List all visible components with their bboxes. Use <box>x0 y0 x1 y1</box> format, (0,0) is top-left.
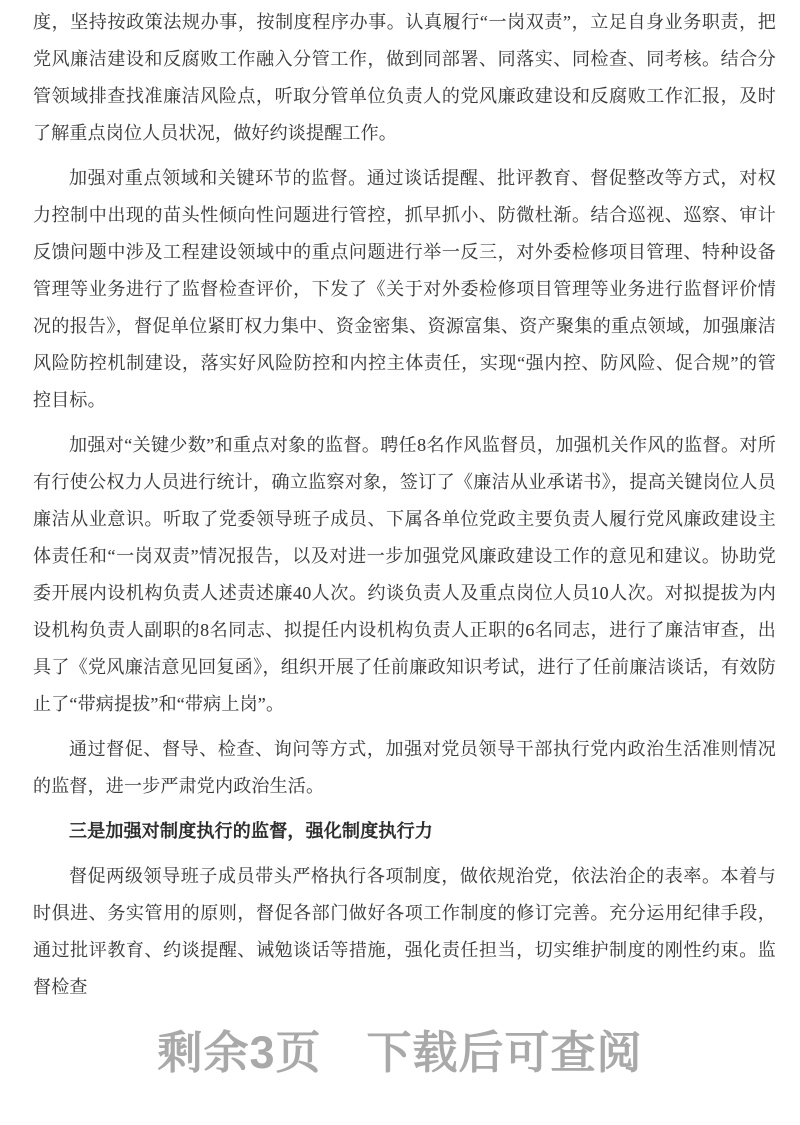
preview-footer-watermark <box>0 1016 800 1081</box>
paragraph: 通过督促、督导、检查、询问等方式，加强对党员领导干部执行党内政治生活准则情况的监督，进一步严肃党内政治生活。 <box>33 739 776 796</box>
document-body <box>33 0 776 1014</box>
paragraph: 度，坚持按政策法规办事，按制度程序办事。认真履行“一岗双责”，立足自身业务职责，把党风廉洁建设和反腐败工作融入分管工作，做到同部署、同落实、同检查、同考核。结合分管领域排查找准廉洁风险点，听取分管单位负责人的党风廉政建设和反腐败工作汇报，及时了解重点岗位人员状况，做好约谈提醒工作。 <box>33 12 776 143</box>
section-heading: 三是加强对制度执行的监督，强化制度执行力 <box>69 821 433 841</box>
download-hint-label: 下载后可查阅 <box>366 1027 643 1078</box>
pages-remaining-label: 剩余3页 <box>157 1027 322 1078</box>
paragraph: 加强对“关键少数”和重点对象的监督。聘任8名作风监督员，加强机关作风的监督。对所有行使公权力人员进行统计，确立监察对象，签订了《廉洁从业承诺书》，提高关键岗位人员廉洁从业意识。听取了党委领导班子成员、下属各单位党政主要负责人履行党风廉政建设主体责任和“一岗双责”情况报告，以及对进一步加强党风廉政建设工作的意见和建议。协助党委开展内设机构负责人述责述廉40人次。约谈负责人及重点岗位人员10人次。对拟提拔为内设机构负责人副职的8名同志、拟提任内设机构负责人正职的6名同志，进行了廉洁审查，出具了《党风廉洁意见回复函》，组织开展了任前廉政知识考试，进行了任前廉洁谈话，有效防止了“带病提拔”和“带病上岗”。 <box>33 435 776 714</box>
paragraph: 加强对重点领域和关键环节的监督。通过谈话提醒、批评教育、督促整改等方式，对权力控制中出现的苗头性倾向性问题进行管控，抓早抓小、防微杜渐。结合巡视、巡察、审计反馈问题中涉及工程建设领域中的重点问题进行举一反三，对外委检修项目管理、特种设备管理等业务进行了监督检查评价，下发了《关于对外委检修项目管理等业务进行监督评价情况的报告》，督促单位紧盯权力集中、资金密集、资源富集、资产聚集的重点领域，加强廉洁风险防控机制建设，落实好风险防控和内控主体责任，实现“强内控、防风险、促合规”的管控目标。 <box>33 168 776 410</box>
paragraph: 督促两级领导班子成员带头严格执行各项制度，做依规治党，依法治企的表率。本着与时俱进、务实管用的原则，督促各部门做好各项工作制度的修订完善。充分运用纪律手段，通过批评教育、约谈提醒、诫勉谈话等措施，强化责任担当，切实维护制度的刚性约束。监督检查 <box>33 866 776 997</box>
